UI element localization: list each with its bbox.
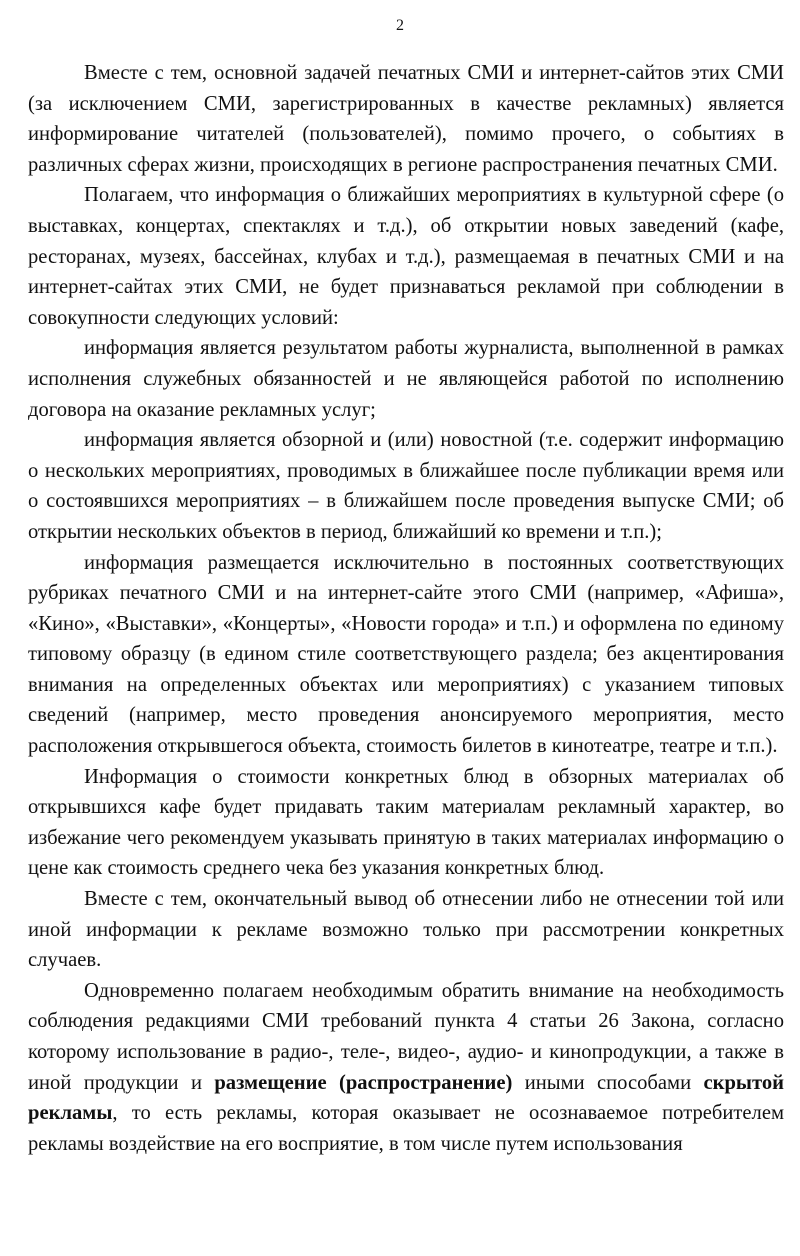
paragraph-dish-prices: Информация о стоимости конкретных блюд в обзорных материалах об открывшихся кафе будет придавать таким материалам рекламный характер, во избежание чего рекомендуем указывать принятую в таких материалах информацию о цене как стоимость среднего чека без указания конкретных блюд. — [28, 765, 784, 880]
condition-news-overview: информация является обзорной и (или) новостной (т.е. содержит информацию о нескольких мероприятиях, проводимых в ближайшее после публикации время или о состоявшихся мероприятиях – в ближайшем после проведения выпуске СМИ; об открытии нескольких объектов в период, ближайший ко времени и т.п.); — [28, 429, 784, 543]
hidden-ad-text-part3: , то есть рекламы, которая оказывает не осознаваемое потребителем рекламы воздействие на его восприятие, в том числе путем использования — [28, 1102, 784, 1155]
page-number: 2 — [396, 17, 404, 34]
hidden-ad-text-part1: Одновременно полагаем необходимым обратить внимание на необходимость соблюдения редакциями СМИ требований пункта 4 статьи 26 Закона, согласно которому использование в радио-, теле-, видео-, аудио- и кинопродукции, а также в иной продукции и — [28, 979, 784, 1094]
document-body — [28, 58, 784, 1159]
condition-permanent-rubrics: информация размещается исключительно в постоянных соответствующих рубриках печатного СМИ и на интернет-сайте этого СМИ (например, «Афиша», «Кино», «Выставки», «Концерты», «Новости города» и т.п.) и оформлена по единому типовому образцу (в едином стиле соответствующего раздела; без акцентирования внимания на определенных объектах или мероприятиях) с указанием типовых сведений (например, место проведения анонсируемого мероприятия, место расположения открывшегося объекта, стоимость билетов в кинотеатре, театре и т.п.). — [28, 551, 784, 758]
paragraph-hidden-advertising — [28, 976, 784, 1160]
condition-journalist-work: информация является результатом работы журналиста, выполненной в рамках исполнения служебных обязанностей и не являющейся работой по исполнению договора на оказание рекламных услуг; — [28, 337, 784, 421]
bold-hidden-advertising: скрытой рекламы — [28, 1071, 784, 1125]
bold-placement-distribution: размещение (распространение) — [214, 1071, 513, 1094]
paragraph-conditions-lead: Полагаем, что информация о ближайших мероприятиях в культурной сфере (о выставках, концертах, спектаклях и т.д.), об открытии новых заведений (кафе, ресторанах, музеях, бассейнах, клубах и т.д.), размещаемая в печатных СМИ и на интернет-сайтах этих СМИ, не будет признаваться рекламой при соблюдении в совокупности следующих условий: — [28, 184, 784, 329]
paragraph-intro: Вместе с тем, основной задачей печатных СМИ и интернет-сайтов этих СМИ (за исключением СМИ, зарегистрированных в качестве рекламных) является информирование читателей (пользователей), помимо прочего, о событиях в различных сферах жизни, происходящих в регионе распространения печатных СМИ. — [28, 62, 784, 176]
paragraph-final-conclusion: Вместе с тем, окончательный вывод об отнесении либо не отнесении той или иной информации к рекламе возможно только при рассмотрении конкретных случаев. — [28, 888, 784, 972]
hidden-ad-text-part2: иными способами — [512, 1071, 704, 1094]
